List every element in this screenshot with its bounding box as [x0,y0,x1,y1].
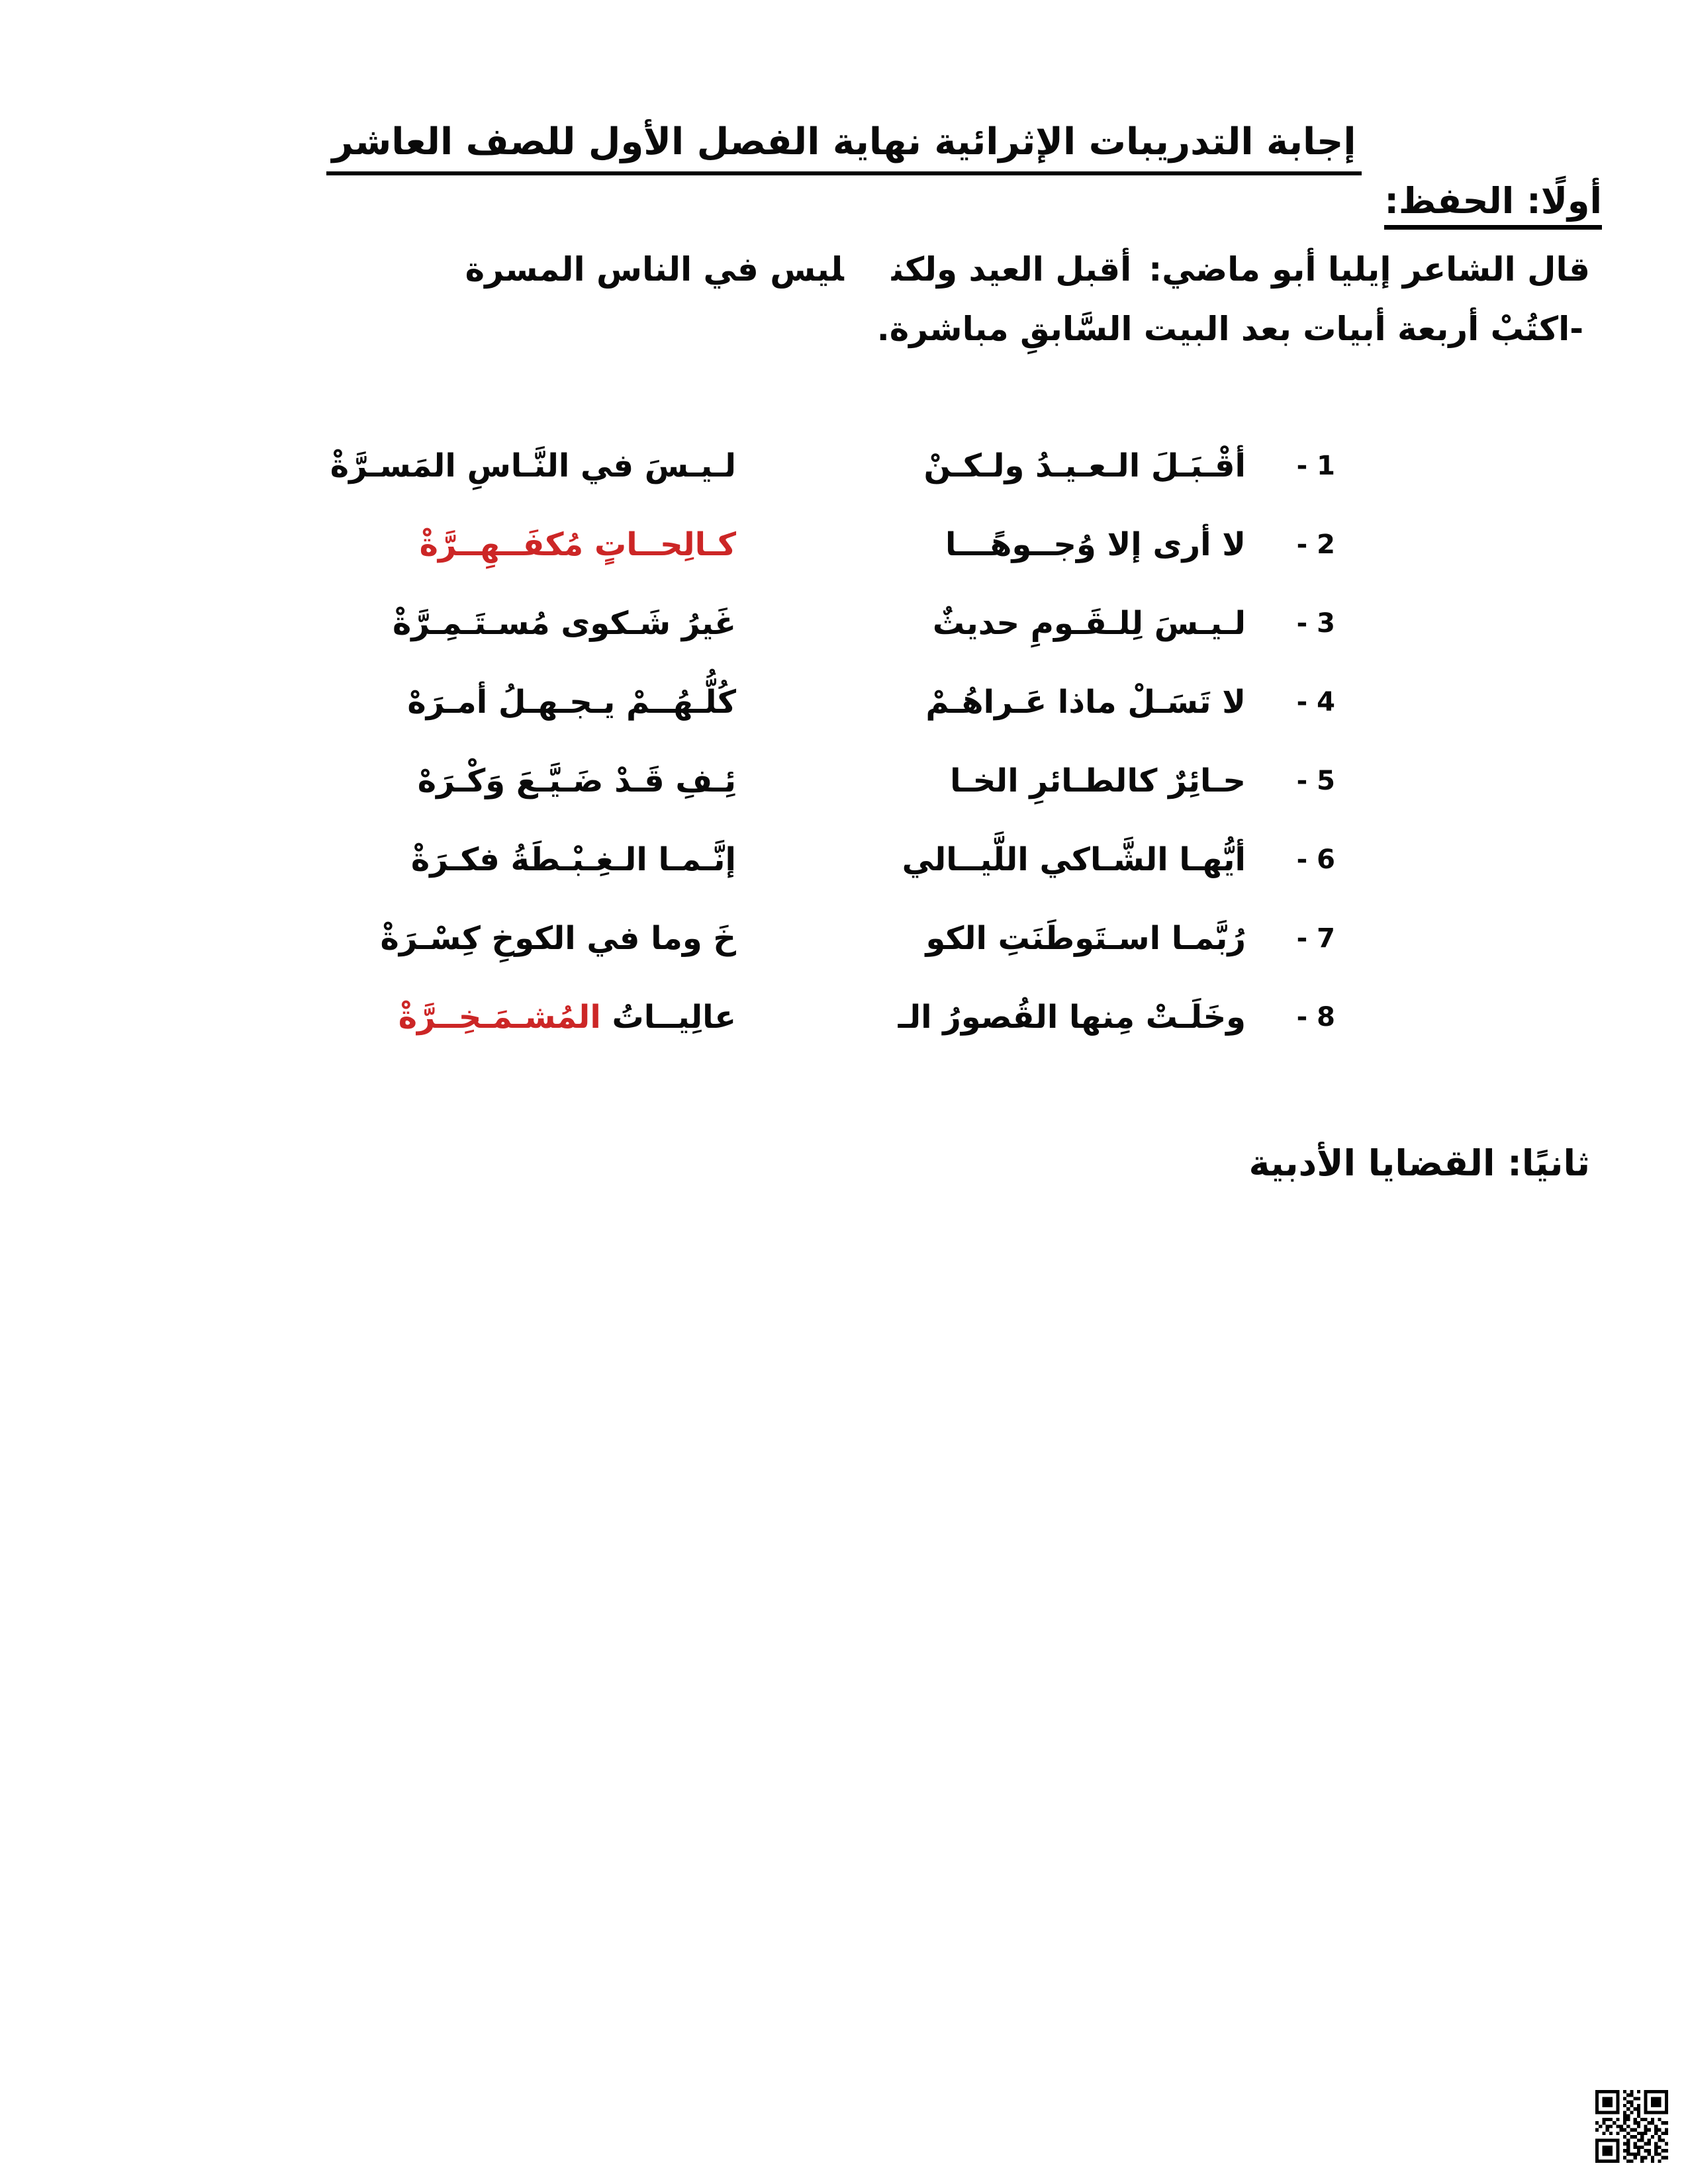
verse-second-red: المُشـمَـخِــرَّةْ [398,999,601,1036]
section-memorization-heading-text: أولًا: الحفظ: [1384,180,1602,230]
verse-first-hemistich: حـائِرٌ كالطـائرِ الخـا [950,762,1246,799]
section-literary-heading: ثانيًا: القضايا الأدبية [1248,1142,1590,1184]
poet-quote-hemistich-1: أقبل العيد ولكن [891,250,1132,289]
verse-number: 6 - [1296,844,1335,875]
verse-number: 5 - [1296,766,1335,796]
verse-number: 3 - [1296,608,1335,639]
verse-first-hemistich: أقْـبَـلَ الـعـيـدُ ولـكـنْ [923,447,1246,484]
verse-row-4 [0,663,1335,742]
poem-verses [0,427,1335,1057]
section-memorization-heading [1384,180,1602,230]
verse-row-6 [0,821,1335,899]
verse-row-5 [0,742,1335,821]
verse-second-black: كُلُّـهُــمْ يـجـهـلُ أمـرَهْ [407,684,736,721]
verse-second-black: خَ وما في الكوخِ كِسْـرَةْ [380,920,736,957]
verse-second-hemistich [299,899,736,978]
verse-row-2 [0,506,1335,584]
qr-code [1595,2090,1668,2163]
poet-quote-speaker: قال الشاعر إيليا أبو ماضي: [1149,250,1590,289]
verse-second-black: عالِيــاتُ [600,999,736,1036]
verse-first-hemistich: لـيـسَ لِلـقَـومِ حديثٌ [932,605,1246,642]
verse-number: 8 - [1296,1002,1335,1032]
verse-second-red: كـالِحــاتٍ مُكفَــهِــرَّةْ [419,526,736,563]
verse-second-black: غَيرُ شَـكوى مُسـتَـمِـرَّةْ [392,605,736,642]
verse-second-hemistich [299,584,736,663]
verse-second-hemistich [299,506,736,584]
verse-second-black: لـيـسَ في النَّـاسِ المَسـرَّةْ [330,447,736,484]
verse-row-8 [0,978,1335,1057]
verse-row-3 [0,584,1335,663]
page-title: إجابة التدريبات الإثرائية نهاية الفصل الأول للصف العاشر [326,120,1361,175]
verse-row-1 [0,427,1335,506]
instruction-line: -اكتُبْ أربعة أبيات بعد البيت السَّابقِ مباشرة. [876,310,1583,348]
verse-first-hemistich: لا أرى إلا وُجــوهًـــا [945,526,1246,563]
verse-second-black: ئِـفِ قَـدْ ضَـيَّـعَ وَكْـرَهْ [417,762,736,799]
verse-second-hemistich [299,663,736,742]
verse-first-hemistich: وخَلَـتْ مِنها القُصورُ الـ [898,999,1246,1036]
poet-quote-line [465,250,1590,289]
verse-number: 1 - [1296,451,1335,481]
verse-number: 4 - [1296,687,1335,717]
verse-number: 2 - [1296,529,1335,560]
verse-second-hemistich [299,742,736,821]
verse-number: 7 - [1296,923,1335,954]
verse-second-hemistich [299,821,736,899]
verse-second-hemistich [299,427,736,506]
verse-row-7 [0,899,1335,978]
qr-code-graphic [1595,2090,1668,2163]
verse-first-hemistich: رُبَّمـا اسـتَوطَنَتِ الكو [925,920,1246,957]
verse-second-black: إنَّـمـا الـغِـبْـطَةُ فكـرَةْ [410,841,736,878]
poet-quote-hemistich-2: ليس في الناس المسرة [465,250,844,289]
verse-second-hemistich [299,978,736,1057]
verse-first-hemistich: لا تَسَـلْ ماذا عَـراهُـمْ [925,684,1246,721]
page-title-row [0,120,1688,175]
verse-first-hemistich: أيُّهـا الشَّـاكي اللَّيــالي [902,841,1246,878]
